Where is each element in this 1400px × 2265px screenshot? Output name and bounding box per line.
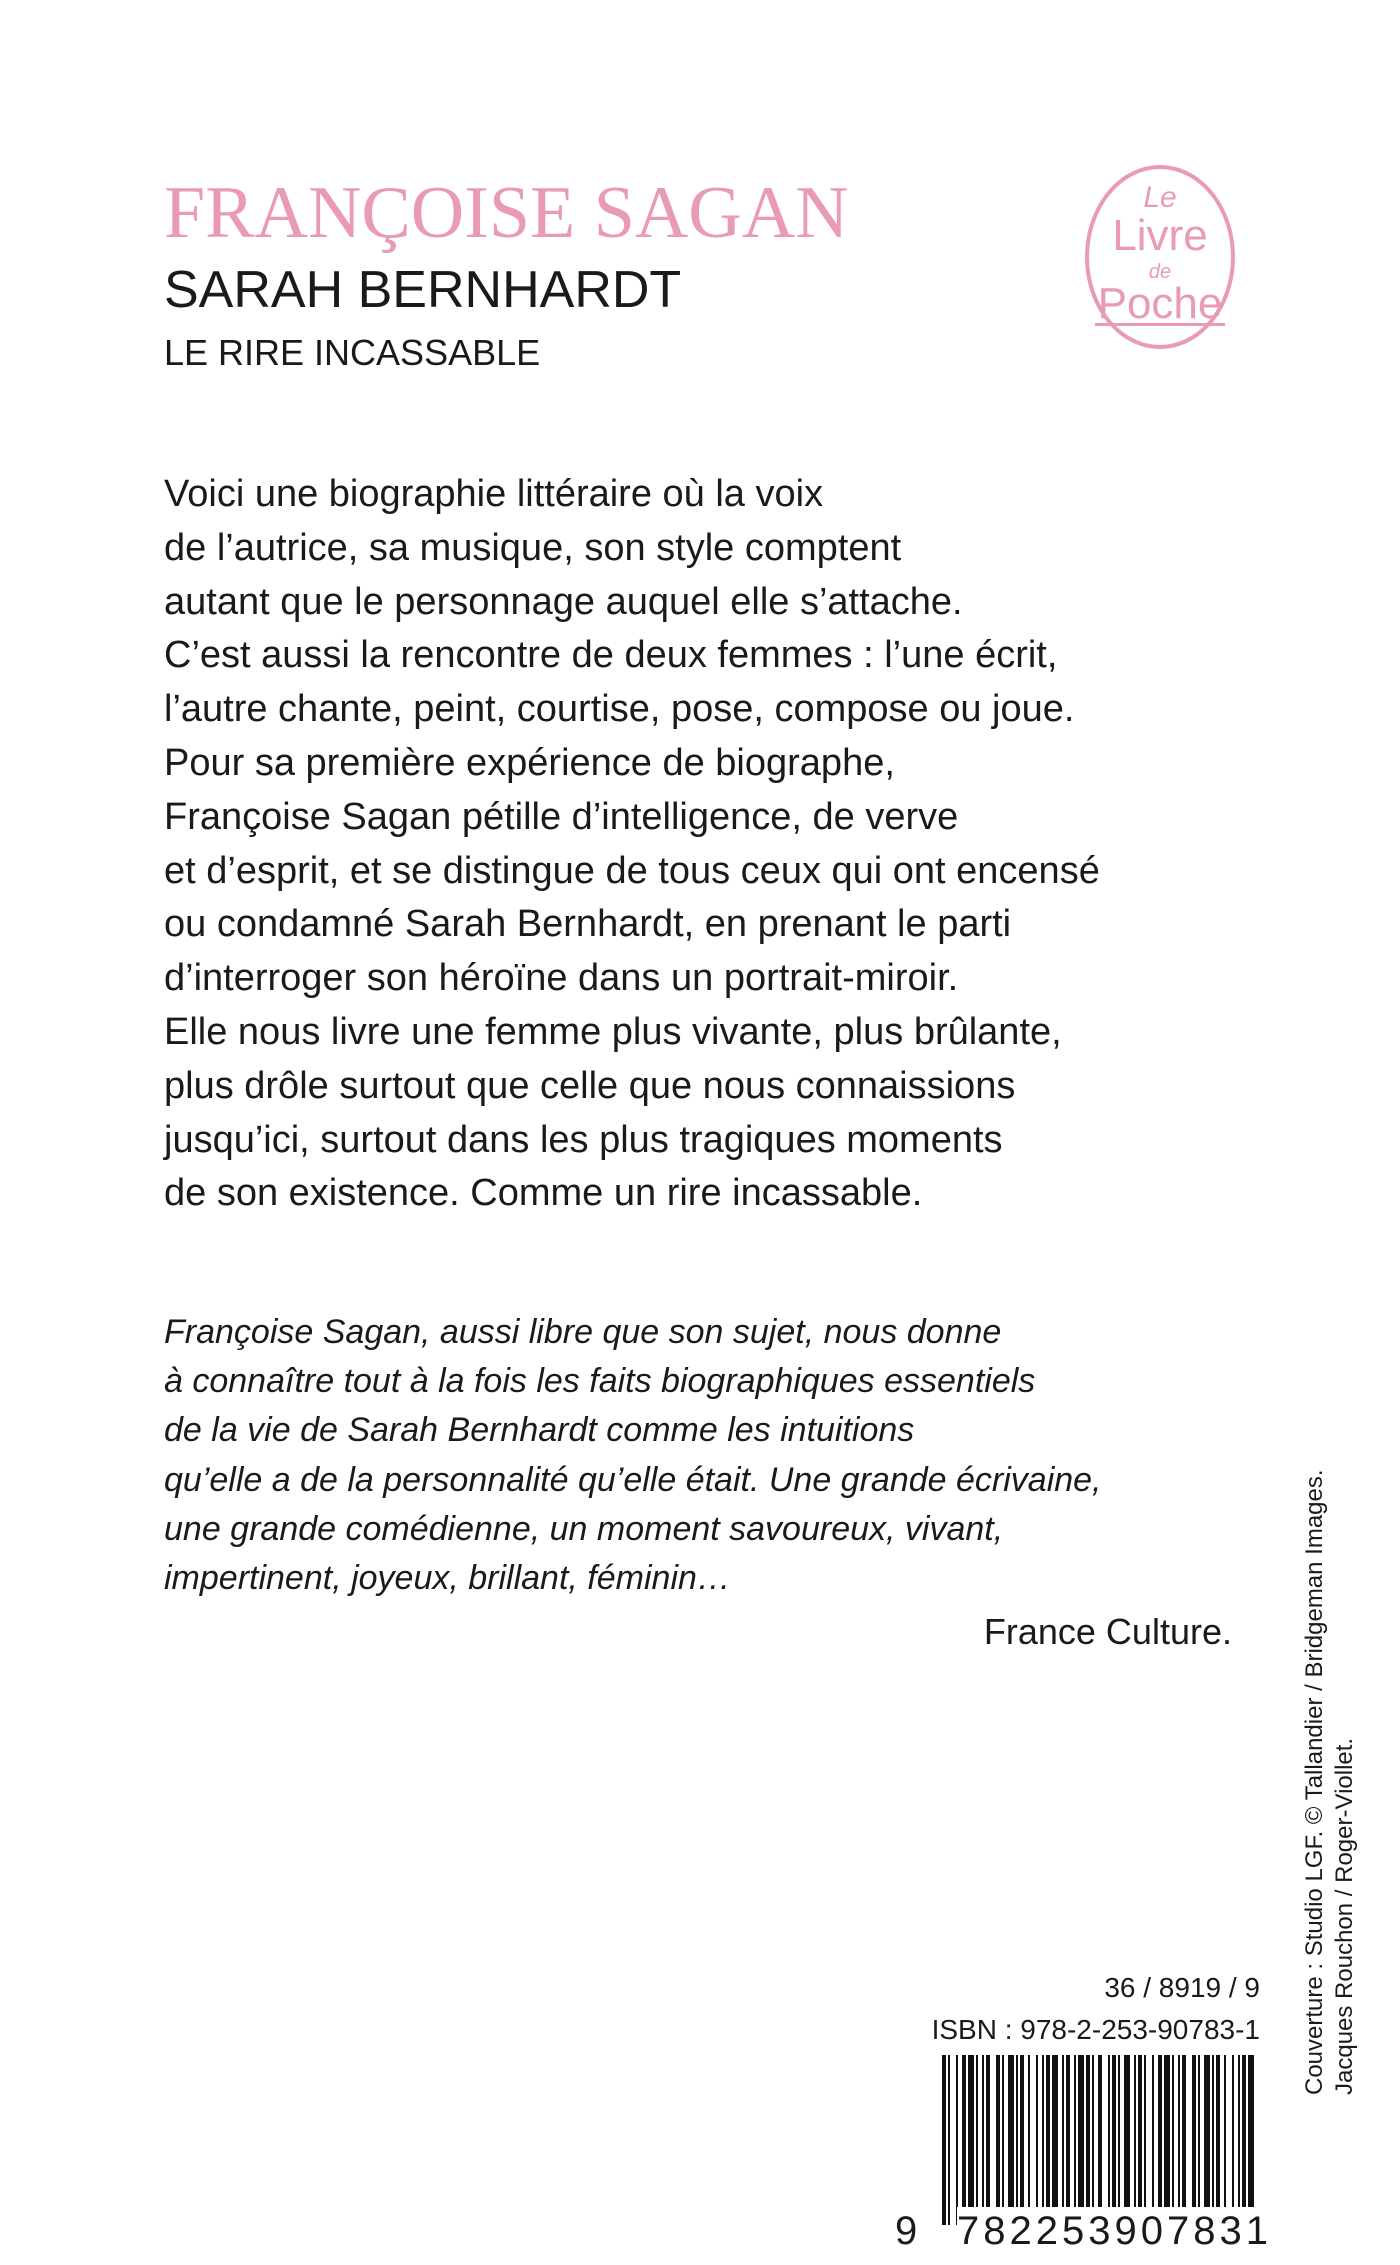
barcode-bar	[1118, 2055, 1120, 2225]
blurb-line: de l’autrice, sa musique, son style comptent	[164, 526, 902, 569]
barcode-bar	[942, 2055, 946, 2225]
barcode-bar	[1062, 2055, 1064, 2225]
credit-line: Jacques Rouchon / Roger-Viollet.	[1331, 1737, 1358, 2095]
barcode-bar	[986, 2055, 990, 2225]
barcode-bar	[1224, 2055, 1226, 2225]
blurb-line: Pour sa première expérience de biographe,	[164, 741, 895, 784]
logo-le: Le	[1143, 181, 1177, 214]
barcode-bar	[1238, 2055, 1240, 2225]
barcode-bar	[1036, 2055, 1038, 2225]
quote-line: à connaître tout à la fois les faits biographiques essentiels	[164, 1362, 1036, 1401]
barcode-bar	[956, 2055, 958, 2225]
barcode-bar	[1242, 2055, 1246, 2225]
barcode-bar	[1016, 2055, 1018, 2225]
barcode	[895, 2055, 1272, 2255]
quote-line: une grande comédienne, un moment savoureux, vivant,	[164, 1509, 1004, 1548]
barcode-bar	[1138, 2055, 1142, 2225]
barcode-bar	[1164, 2055, 1170, 2225]
barcode-bar	[1212, 2055, 1214, 2225]
barcode-digits: 782253907831	[957, 2209, 1272, 2253]
barcode-bars	[940, 2055, 1260, 2225]
blurb-paragraph	[164, 468, 1264, 1221]
quote-source: France Culture.	[983, 1611, 1232, 1652]
cover-credit	[1300, 1469, 1358, 2095]
quote-line: de la vie de Sarah Bernhardt comme les intuitions	[164, 1411, 915, 1450]
barcode-bar	[1178, 2055, 1180, 2225]
barcode-bar	[1008, 2055, 1014, 2225]
catalog-code: 36 / 8919 / 9	[1104, 1972, 1260, 2003]
logo-livre: Livre	[1112, 211, 1208, 260]
blurb-line: autant que le personnage auquel elle s’attache.	[164, 580, 963, 623]
barcode-bar	[1124, 2055, 1130, 2225]
barcode-bar	[1204, 2055, 1210, 2225]
blurb-line: et d’esprit, et se distingue de tous ceux qui ont encensé	[164, 849, 1100, 892]
logo-poche: Poche	[1097, 279, 1223, 328]
barcode-lead-digit: 9	[895, 2209, 918, 2253]
book-subtitle: LE RIRE INCASSABLE	[164, 332, 541, 373]
barcode-bar	[962, 2055, 966, 2225]
barcode-bar	[948, 2055, 950, 2225]
barcode-bar	[1112, 2055, 1116, 2225]
barcode-bar	[1158, 2055, 1162, 2225]
isbn-number: ISBN : 978-2-253-90783-1	[931, 2014, 1260, 2045]
barcode-bar	[1108, 2055, 1110, 2225]
barcode-bar	[1042, 2055, 1044, 2225]
quote-line: Françoise Sagan, aussi libre que son sujet, nous donne	[164, 1313, 1002, 1351]
blurb-line: Elle nous livre une femme plus vivante, plus brûlante,	[164, 1010, 1062, 1053]
quote-line: impertinent, joyeux, brillant, féminin…	[164, 1559, 731, 1598]
barcode-bar	[976, 2055, 978, 2225]
barcode-bar	[1152, 2055, 1154, 2225]
blurb-line: C’est aussi la rencontre de deux femmes : l’une écrit,	[164, 634, 1058, 677]
barcode-bar	[1078, 2055, 1084, 2225]
press-quote	[164, 1308, 1264, 1603]
blurb-line: ou condamné Sarah Bernhardt, en prenant le parti	[164, 903, 1012, 946]
barcode-bar	[982, 2055, 984, 2225]
barcode-bar	[1248, 2055, 1254, 2225]
barcode-bar	[1134, 2055, 1136, 2225]
book-title: SARAH BERNHARDT	[164, 261, 682, 319]
blurb-line: plus drôle surtout que celle que nous connaissions	[164, 1064, 1016, 1107]
barcode-bar	[1074, 2055, 1076, 2225]
blurb-line: Françoise Sagan pétille d’intelligence, de verve	[164, 795, 959, 838]
barcode-bar	[1092, 2055, 1094, 2225]
barcode-bar	[1172, 2055, 1174, 2225]
barcode-bar	[1192, 2055, 1196, 2225]
barcode-bar	[996, 2055, 1000, 2225]
blurb-line: l’autre chante, peint, courtise, pose, compose ou joue.	[164, 688, 1075, 731]
barcode-bar	[968, 2055, 974, 2225]
barcode-bar	[1144, 2055, 1146, 2225]
publisher-logo	[1085, 165, 1235, 349]
barcode-bar	[1002, 2055, 1004, 2225]
barcode-bar	[1028, 2055, 1030, 2225]
barcode-bar	[1020, 2055, 1024, 2225]
barcode-bar	[1216, 2055, 1220, 2225]
blurb-line: Voici une biographie littéraire où la voix	[164, 473, 824, 515]
barcode-bar	[1066, 2055, 1070, 2225]
quote-line: qu’elle a de la personnalité qu’elle était. Une grande écrivaine,	[164, 1460, 1102, 1499]
blurb-line: d’interroger son héroïne dans un portrait-miroir.	[164, 957, 959, 1000]
blurb-line: de son existence. Comme un rire incassable.	[164, 1172, 923, 1215]
barcode-bar	[1052, 2055, 1058, 2225]
credit-line: Couverture : Studio LGF. © Tallandier / Bridgeman Images.	[1301, 1469, 1328, 2095]
barcode-bar	[1098, 2055, 1102, 2225]
barcode-bar	[1198, 2055, 1200, 2225]
logo-de: de	[1148, 261, 1172, 283]
logo-underline	[1095, 323, 1225, 326]
blurb-line: jusqu’ici, surtout dans les plus tragiques moments	[164, 1118, 1003, 1161]
author-name: FRANÇOISE SAGAN	[164, 172, 849, 254]
barcode-bar	[1182, 2055, 1186, 2225]
barcode-bar	[1046, 2055, 1050, 2225]
barcode-bar	[1232, 2055, 1234, 2225]
barcode-bar	[1086, 2055, 1090, 2225]
